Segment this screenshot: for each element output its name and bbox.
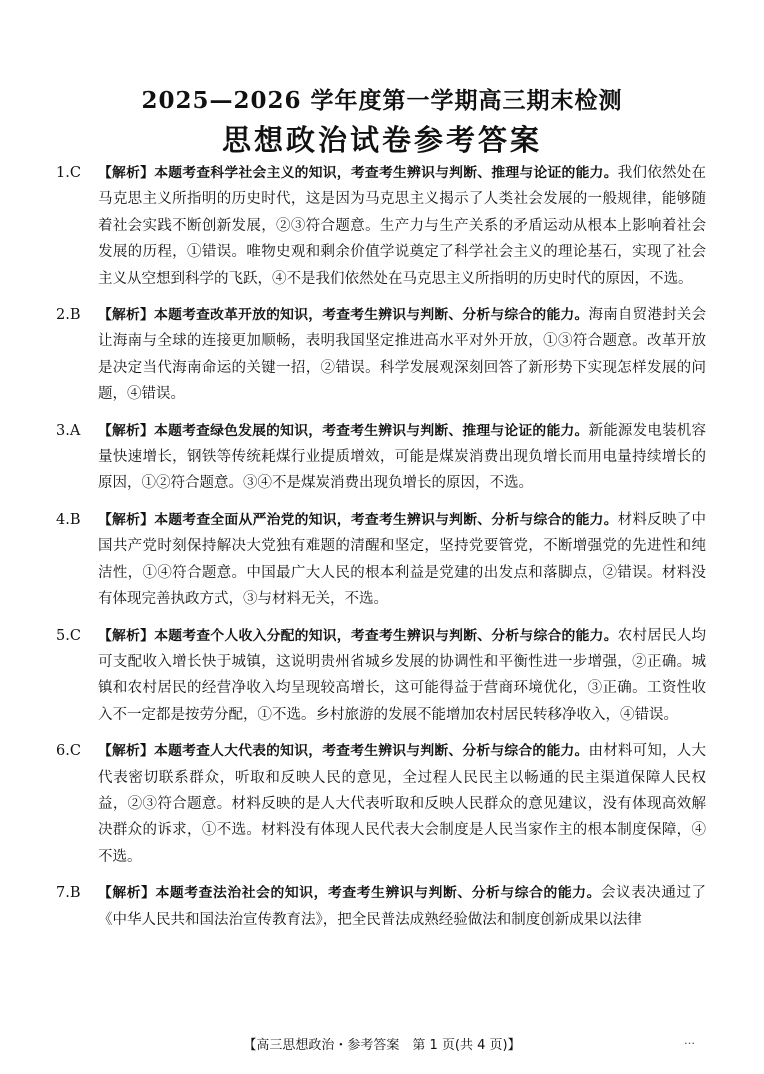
question-number: 1.C (56, 165, 81, 181)
analysis-intro: 【解析】本题考查人大代表的知识，考查考生辨识与判断、分析与综合的能力。 (98, 743, 589, 760)
analysis-body: 我们依然处在马克思主义所指明的历史时代，这是因为马克思主义揭示了人类社会发展的一般规律，能够随着社会实践不断创新发展，②③符合题意。生产力与生产关系的矛盾运动从根本上影响着社会发展的历程，①错误。唯物史观和剩余价值学说奠定了科学社会主义的理论基石，实现了社会主义从空想到科学的飞跃，④不是我们依然处在马克思主义所指明的历史时代的原因，不选。 (98, 165, 707, 287)
answer-item (56, 623, 706, 729)
answer-list (56, 160, 706, 943)
footer-mark: … (684, 1034, 695, 1047)
analysis-intro: 【解析】本题考查绿色发展的知识，考查考生辨识与判断、推理与论证的能力。 (98, 422, 589, 439)
answer-item (56, 160, 706, 292)
analysis-intro: 【解析】本题考查科学社会主义的知识，考查考生辨识与判断、推理与论证的能力。 (98, 165, 618, 181)
analysis-intro: 【解析】本题考查改革开放的知识，考查考生辨识与判断、分析与综合的能力。 (98, 307, 589, 324)
question-number: 4.B (56, 511, 81, 528)
answer-item (56, 302, 706, 408)
page-footer: 【高三思想政治・参考答案 第 1 页(共 4 页)】 (243, 1038, 521, 1053)
analysis-intro: 【解析】本题考查个人收入分配的知识，考查考生辨识与判断、分析与综合的能力。 (98, 627, 618, 644)
analysis-intro: 【解析】本题考查全面从严治党的知识，考查考生辨识与判断、分析与综合的能力。 (98, 511, 618, 528)
exam-title: 2025—2026 学年度第一学期高三期末检测 (141, 87, 623, 114)
answer-item (56, 418, 706, 497)
analysis-body: 海南自贸港封关会让海南与全球的连接更加顺畅，表明我国坚定推进高水平对外开放，①③符合题意。改革开放是决定当代海南命运的关键一招，②错误。科学发展观深刻回答了新形势下实现怎样发展的问题，④错误。 (98, 307, 707, 403)
question-number: 2.B (56, 307, 81, 324)
answer-item (56, 880, 706, 933)
question-number: 3.A (56, 422, 81, 439)
analysis-intro: 【解析】本题考查法治社会的知识，考查考生辨识与判断、分析与综合的能力。 (98, 885, 602, 902)
answer-key-title: 思想政治试卷参考答案 (221, 123, 542, 157)
analysis-body: 材料反映了中国共产党时刻保持解决大党独有难题的清醒和坚定，坚持党要管党，不断增强党的先进性和纯洁性，①④符合题意。中国最广大人民的根本利益是党建的出发点和落脚点，②错误。材料没有体现完善执政方式，③与材料无关，不选。 (98, 511, 707, 608)
question-number: 6.C (56, 743, 81, 760)
answer-item (56, 738, 706, 870)
answer-item (56, 507, 706, 613)
analysis-body: 由材料可知，人大代表密切联系群众，听取和反映人民的意见，全过程人民民主以畅通的民主渠道保障人民权益，②③符合题意。材料反映的是人大代表听取和反映人民群众的意见建议，没有体现高效解决群众的诉求，①不选。材料没有体现人民代表大会制度是人民当家作主的根本制度保障，④不选。 (98, 743, 707, 865)
question-number: 7.B (56, 885, 81, 902)
analysis-body: 农村居民人均可支配收入增长快于城镇，这说明贵州省城乡发展的协调性和平衡性进一步增强，②正确。城镇和农村居民的经营净收入均呈现较高增长，这可能得益于营商环境优化，③正确。工资性收入不一定都是按劳分配，①不选。乡村旅游的发展不能增加农村居民转移净收入，④错误。 (98, 627, 707, 723)
analysis-body: 会议表决通过了《中华人民共和国法治宣传教育法》，把全民普法成熟经验做法和制度创新成果以法律 (98, 885, 707, 928)
analysis-body: 新能源发电装机容量快速增长，钢铁等传统耗煤行业提质增效，可能是煤炭消费出现负增长而用电量持续增长的原因，①②符合题意。③④不是煤炭消费出现负增长的原因，不选。 (98, 422, 707, 492)
question-number: 5.C (56, 627, 81, 644)
